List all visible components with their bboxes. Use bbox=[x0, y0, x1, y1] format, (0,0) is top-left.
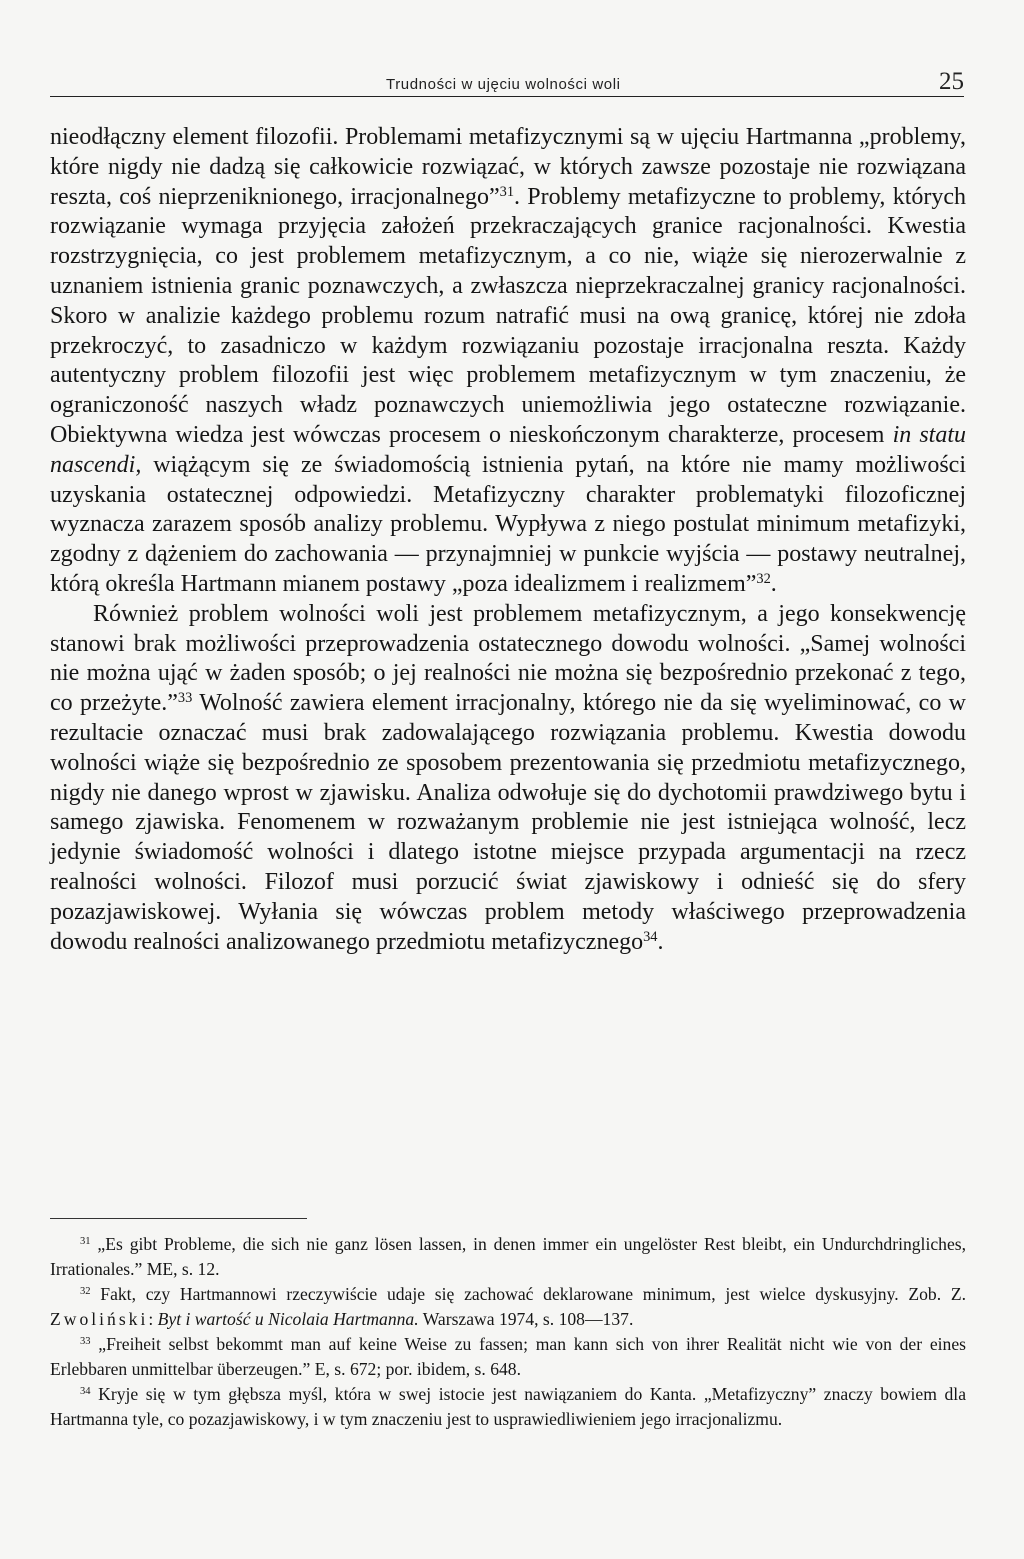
footnote-text: Warszawa 1974, s. 108—137. bbox=[418, 1309, 634, 1329]
paragraph-2-text-b: Wolność zawiera element irracjonalny, którego nie da się wyeliminować, co w rezultacie oznaczać musi brak zadowalającego rozwiązania problemu. Kwestia dowodu wolności wiąże się bezpośrednio ze sposobem prezentowania się przedmiotu metafizycznego, nigdy nie danego wprost w zjawisku. Analiza odwołuje się do dychotomii prawdziwego bytu i samego zjawiska. Fenomenem w rozważanym problemie nie jest istniejąca wolność, lecz jedynie świadomość wolności i dlatego istotne miejsce przypada argumentacji na rzecz realności wolności. Filozof musi porzucić świat zjawiskowy i odnieść się do sfery pozazjawiskowej. Wyłania się wówczas problem metody właściwego przeprowadzenia dowodu realności analizowanego przedmiotu metafizycznego bbox=[50, 690, 966, 955]
footnote-number: 33 bbox=[80, 1336, 91, 1348]
latin-phrase: in statu nascendi, bbox=[50, 421, 967, 478]
footnote-number: 32 bbox=[80, 1286, 91, 1298]
footnote-ref-34: 34 bbox=[643, 928, 658, 945]
footnote-text: Fakt, czy Hartmannowi rzeczywiście udaje się zachować deklarowane minimum, jest wielce dyskusyjny. Zob. Z. bbox=[90, 1284, 966, 1304]
footnote-ref-32: 32 bbox=[756, 571, 771, 588]
footnote-text: „Freiheit selbst bekommt man auf keine Weise zu fassen; man kann sich von ihrer Realität nicht wie von der eines Erlebbaren unmittelbar überzeugen.” E, s. 672; por. ibidem, s. 648. bbox=[50, 1334, 966, 1379]
footnote-31 bbox=[50, 1232, 966, 1282]
running-title: Trudności w ujęciu wolności woli bbox=[386, 76, 621, 93]
main-text bbox=[50, 123, 966, 957]
footnote-number: 31 bbox=[80, 1236, 91, 1248]
footnote-33 bbox=[50, 1332, 966, 1382]
footnote-ref-31: 31 bbox=[499, 183, 515, 200]
footnote-32 bbox=[50, 1282, 966, 1332]
paragraph-1-text-c: wiążącym się ze świadomością istnienia pytań, na które nie mamy możliwości uzyskania ostatecznej odpowiedzi. Metafizyczny charakter problematyki filozoficznej wyznacza zarazem sposób analizy problemu. Wypływa z niego postulat minimum metafizyki, zgodny z dążeniem do zachowania — przynajmniej w punkcie wyjścia — postawy neutralnej, którą określa Hartmann mianem postawy „poza idealizmem i realizmem” bbox=[50, 451, 966, 597]
cited-author: Zwoliński bbox=[50, 1309, 149, 1329]
footnotes bbox=[50, 1232, 966, 1432]
footnote-text: Kryje się w tym głębsza myśl, która w swej istocie jest nawiązaniem do Kanta. „Metafizyczny” znaczy bowiem dla Hartmanna tyle, co pozazjawiskowy, i w tym znaczeniu jest to usprawiedliwieniem jego irracjonalizmu. bbox=[50, 1384, 966, 1429]
cited-title: Byt i wartość u Nicolaia Hartmanna. bbox=[157, 1309, 419, 1329]
footnote-divider bbox=[50, 1218, 307, 1219]
paragraph-2-text-a: Również problem wolności woli jest problemem metafizycznym, a jego konsekwencję stanowi brak możliwości przeprowadzenia ostatecznego dowodu wolności. „Samej wolności nie można ująć w żaden sposób; o jej realności nie można się bezpośrednio przekonać z tego, co przeżyte.” bbox=[50, 600, 966, 717]
paragraph-1-end: . bbox=[770, 570, 777, 597]
footnote-text: : bbox=[148, 1309, 158, 1329]
paragraph-1-text-b: . Problemy metafizyczne to problemy, których rozwiązanie wymaga przyjęcia założeń przekraczających granice racjonalności. Kwestia rozstrzygnięcia, co jest problemem metafizycznym, a co nie, wiąże się nierozerwalnie z uznaniem istnienia granic poznawczych, a zwłaszcza nieprzekraczalnej granicy racjonalności. Skoro w analizie każdego problemu rozum natrafić musi na ową granicę, której nie zdoła przekroczyć, to zasadniczo w każdym rozwiązaniu pozostaje irracjonalna reszta. Każdy autentyczny problem filozofii jest więc problemem metafizycznym w tym znaczeniu, że ograniczoność naszych władz poznawczych uniemożliwia jego ostateczne rozwiązanie. Obiektywna wiedza jest wówczas procesem o nieskończonym charakterze, procesem bbox=[50, 183, 967, 448]
paragraph-1-text-a: nieodłączny element filozofii. Problemami metafizycznymi są w ujęciu Hartmanna „problemy, które nigdy nie dadzą się całkowicie rozwiązać, w których zawsze pozostaje nie rozwiązana reszta, coś nieprzeniknionego, irracjonalnego” bbox=[50, 124, 966, 210]
footnote-ref-33: 33 bbox=[177, 690, 193, 707]
paragraph-2 bbox=[50, 600, 966, 958]
footnote-34 bbox=[50, 1382, 966, 1432]
page-number: 25 bbox=[939, 68, 964, 95]
running-header bbox=[50, 60, 964, 97]
paragraph-1 bbox=[50, 123, 966, 600]
footnote-text: „Es gibt Probleme, die sich nie ganz lösen lassen, in denen immer ein ungelöster Rest bleibt, ein Undurchdringliches, Irrationales.” ME, s. 12. bbox=[50, 1234, 966, 1279]
paragraph-2-end: . bbox=[657, 928, 664, 955]
footnote-number: 34 bbox=[80, 1386, 91, 1398]
